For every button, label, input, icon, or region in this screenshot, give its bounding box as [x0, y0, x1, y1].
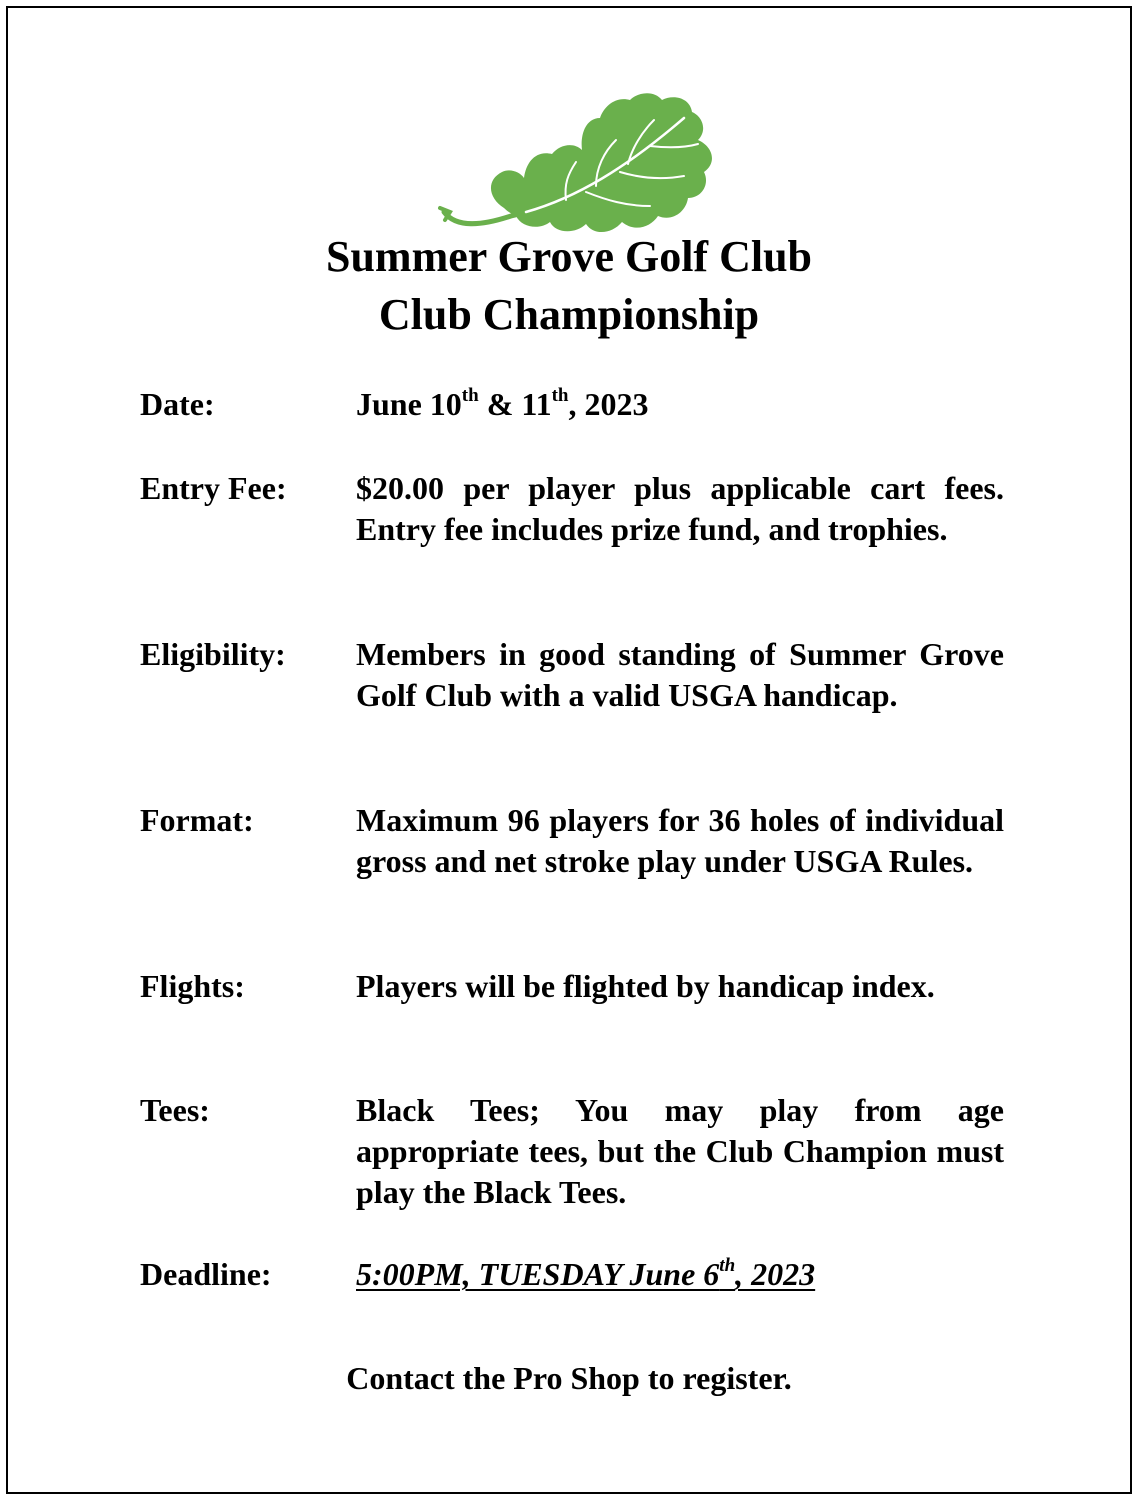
oak-leaf-icon: [436, 88, 726, 238]
contact-note: Contact the Pro Shop to register.: [346, 1360, 792, 1396]
flights-value: Players will be flighted by handicap index.: [356, 968, 935, 1004]
tees-value: Black Tees; You may play from age appropriate tees, but the Club Champion must play the Black Tees.: [356, 1092, 1004, 1210]
flyer-page: [6, 6, 1132, 1494]
eligibility-label: Eligibility:: [140, 636, 286, 672]
entry-fee-label: Entry Fee:: [140, 470, 287, 506]
date-value: June 10th & 11th, 2023: [356, 385, 649, 422]
page-title: Summer Grove Golf Club: [325, 232, 813, 281]
eligibility-value: Members in good standing of Summer Grove Golf Club with a valid USGA handicap.: [356, 636, 1004, 713]
date-label: Date:: [140, 386, 215, 422]
page-subtitle: Club Championship: [378, 290, 760, 339]
deadline-label: Deadline:: [140, 1256, 272, 1292]
format-label: Format:: [140, 802, 254, 838]
flights-label: Flights:: [140, 968, 245, 1004]
tees-label: Tees:: [140, 1092, 210, 1128]
deadline-value: 5:00PM, TUESDAY June 6th, 2023: [356, 1255, 816, 1292]
entry-fee-value: $20.00 per player plus applicable cart fees. Entry fee includes prize fund, and trophies.: [356, 470, 1004, 547]
format-value: Maximum 96 players for 36 holes of individual gross and net stroke play under USGA Rules.: [356, 802, 1004, 879]
